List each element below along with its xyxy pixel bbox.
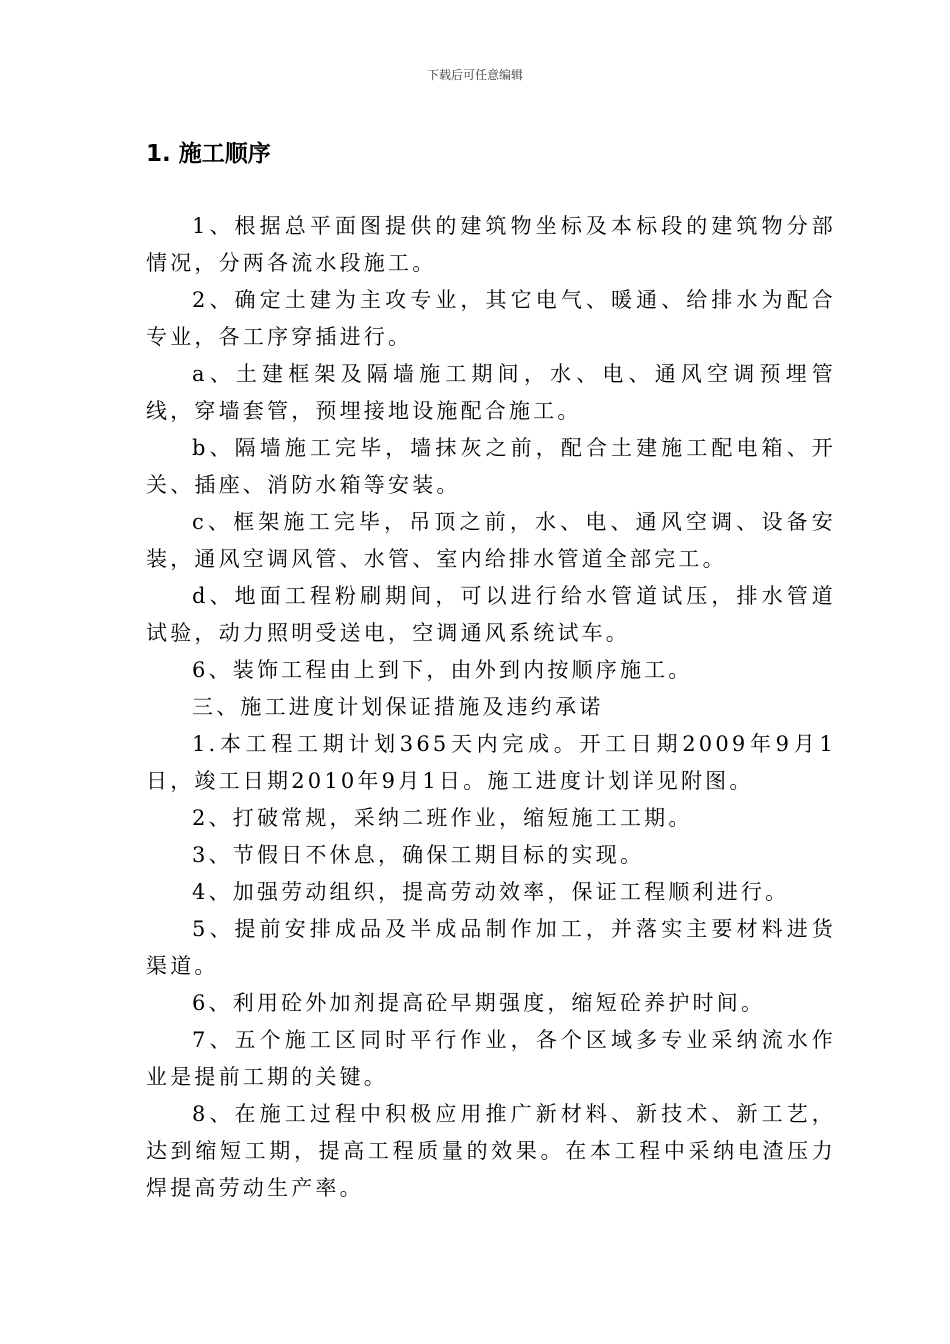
section-heading: 1. 施工顺序	[146, 141, 271, 167]
paragraph: 7、五个施工区同时平行作业，各个区域多专业采纳流水作业是提前工期的关键。	[146, 1028, 836, 1089]
document-body	[146, 208, 836, 1207]
paragraph: 1.本工程工期计划365天内完成。开工日期2009年9月1日，竣工日期2010年9月1日。施工进度计划详见附图。	[146, 732, 836, 793]
paragraph: 5、提前安排成品及半成品制作加工，并落实主要材料进货渠道。	[146, 917, 836, 978]
paragraph: c、框架施工完毕，吊顶之前，水、电、通风空调、设备安装，通风空调风管、水管、室内给排水管道全部完工。	[146, 510, 836, 571]
paragraph: 1、根据总平面图提供的建筑物坐标及本标段的建筑物分部情况，分两各流水段施工。	[146, 214, 836, 275]
paragraph: 2、确定土建为主攻专业，其它电气、暖通、给排水为配合专业，各工序穿插进行。	[146, 288, 836, 349]
paragraph: a、土建框架及隔墙施工期间，水、电、通风空调预埋管线，穿墙套管，预埋接地设施配合施工。	[146, 362, 836, 423]
paragraph: b、隔墙施工完毕，墙抹灰之前，配合土建施工配电箱、开关、插座、消防水箱等安装。	[146, 436, 836, 497]
paragraph: 6、利用砼外加剂提高砼早期强度，缩短砼养护时间。	[192, 991, 766, 1015]
paragraph: 2、打破常规，采纳二班作业，缩短施工工期。	[192, 806, 693, 830]
paragraph: 8、在施工过程中积极应用推广新材料、新技术、新工艺，达到缩短工期，提高工程质量的效果。在本工程中采纳电渣压力焊提高劳动生产率。	[146, 1102, 836, 1200]
page-header-note: 下载后可任意编辑	[426, 68, 523, 82]
paragraph: d、地面工程粉刷期间，可以进行给水管道试压，排水管道试验，动力照明受送电，空调通风系统试车。	[146, 584, 836, 645]
paragraph: 4、加强劳动组织，提高劳动效率，保证工程顺利进行。	[192, 880, 790, 904]
paragraph: 3、节假日不休息，确保工期目标的实现。	[192, 843, 645, 867]
paragraph: 6、装饰工程由上到下，由外到内按顺序施工。	[192, 658, 693, 682]
subsection-heading: 三、施工进度计划保证措施及违约承诺	[192, 695, 604, 719]
